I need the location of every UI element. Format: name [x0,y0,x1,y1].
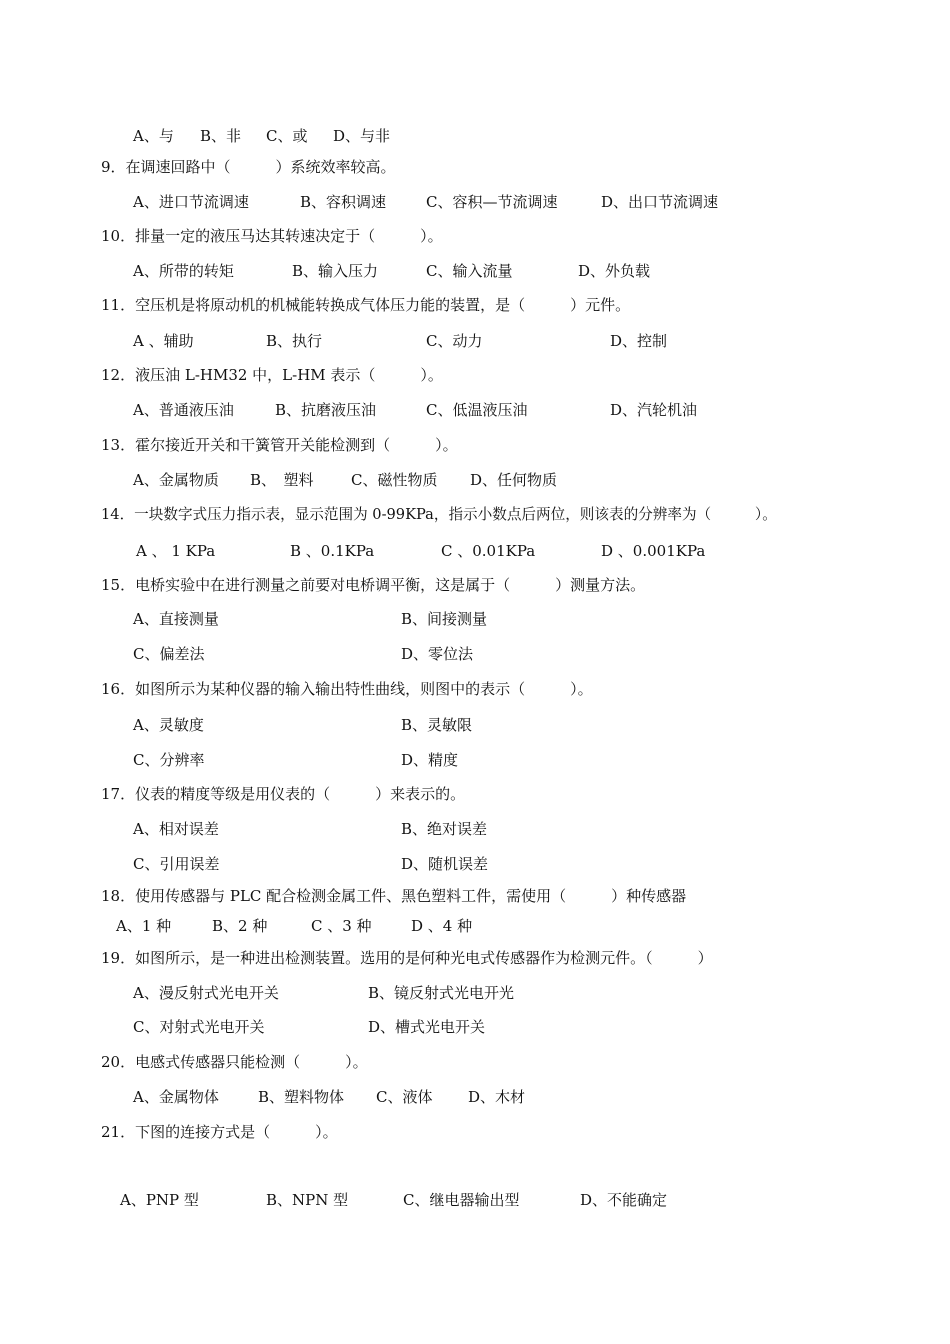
option-b: B、绝对误差 [401,820,488,838]
option-d: D、零位法 [401,645,474,663]
option-c: C、偏差法 [133,645,205,663]
option-b: B、输入压力 [292,262,379,280]
option-a: A、相对误差 [133,820,219,838]
option-a: A、灵敏度 [133,716,204,734]
question-text: 21．下图的连接方式是（ ）。 [101,1123,338,1141]
question-text: 15．电桥实验中在进行测量之前要对电桥调平衡，这是属于（ ）测量方法。 [101,576,646,594]
option-c: C、对射式光电开关 [133,1018,265,1036]
option-b: B、容积调速 [300,193,387,211]
option-b: B、间接测量 [401,610,488,628]
option-a: A 、辅助 [133,332,194,350]
option-d: D 、4 种 [411,917,473,935]
question-text: 13．霍尔接近开关和干簧管开关能检测到（ ）。 [101,436,458,454]
option-c: C、输入流量 [426,262,513,280]
question-text: 16．如图所示为某种仪器的输入输出特性曲线，则图中的表示（ ）。 [101,680,593,698]
option-b: B、抗磨液压油 [275,401,377,419]
option-d: D、槽式光电开关 [368,1018,486,1036]
option-a: A、普通液压油 [133,401,234,419]
option-c: C 、3 种 [311,917,372,935]
question-text: 19．如图所示，是一种进出检测装置。选用的是何种光电式传感器作为检测元件。（ ） [101,949,713,967]
option-c: C、引用误差 [133,855,220,873]
option-c: C、液体 [376,1088,433,1106]
option-b: B 、0.1KPa [290,542,375,560]
question-text: 11．空压机是将原动机的机械能转换成气体压力能的装置，是（ ）元件。 [101,296,631,314]
option-d: D、任何物质 [470,471,558,489]
option-d: D、木材 [468,1088,526,1106]
option-c: C、动力 [426,332,483,350]
option-d: D、出口节流调速 [601,193,719,211]
option-d: D、外负载 [578,262,651,280]
option-c: C、容积—节流调速 [426,193,558,211]
option-a: A、进口节流调速 [133,193,249,211]
option-c: C、分辨率 [133,751,205,769]
option-c: C、磁性物质 [351,471,438,489]
option-a: A、1 种 [116,917,172,935]
option-b: B、 塑料 [250,471,314,489]
option-b: B、2 种 [212,917,268,935]
option-b: B、执行 [266,332,323,350]
option-d: D、汽轮机油 [610,401,698,419]
option-b: B、镜反射式光电开光 [368,984,515,1002]
option-a: A、PNP 型 [120,1191,199,1209]
question-text: 20．电感式传感器只能检测（ ）。 [101,1053,368,1071]
option-d: D、控制 [610,332,668,350]
question-text: 14．一块数字式压力指示表，显示范围为 0-99KPa，指示小数点后两位，则该表的分辨率为（ ）。 [101,506,777,523]
option-d: D、随机误差 [401,855,489,873]
question-text: 10．排量一定的液压马达其转速决定于（ ）。 [101,227,443,245]
option-a: A、所带的转矩 [133,262,234,280]
option-a: A、直接测量 [133,610,219,628]
question-text: 9．在调速回路中（ ）系统效率较高。 [101,158,396,176]
option-d: D、与非 [333,127,391,145]
option-a: A、金属物体 [133,1088,219,1106]
option-d: D 、0.001KPa [601,542,706,560]
option-b: B、非 [200,127,242,145]
option-a: A、与 [133,127,174,145]
option-c: C 、0.01KPa [441,542,536,560]
option-c: C、继电器输出型 [403,1191,520,1209]
option-c: C、低温液压油 [426,401,528,419]
option-d: D、不能确定 [580,1191,668,1209]
question-text: 17．仪表的精度等级是用仪表的（ ）来表示的。 [101,785,466,803]
option-c: C、或 [266,127,308,145]
question-text: 12．液压油 L-HM32 中，L-HM 表示（ ）。 [101,366,443,384]
option-a: A、漫反射式光电开关 [133,984,279,1002]
option-a: A 、 1 KPa [136,542,216,560]
question-text: 18．使用传感器与 PLC 配合检测金属工件、黑色塑料工件，需使用（ ）种传感器 [101,887,687,905]
option-a: A、金属物质 [133,471,219,489]
option-b: B、塑料物体 [258,1088,345,1106]
option-b: B、灵敏限 [401,716,473,734]
option-b: B、NPN 型 [266,1191,349,1209]
option-d: D、精度 [401,751,459,769]
